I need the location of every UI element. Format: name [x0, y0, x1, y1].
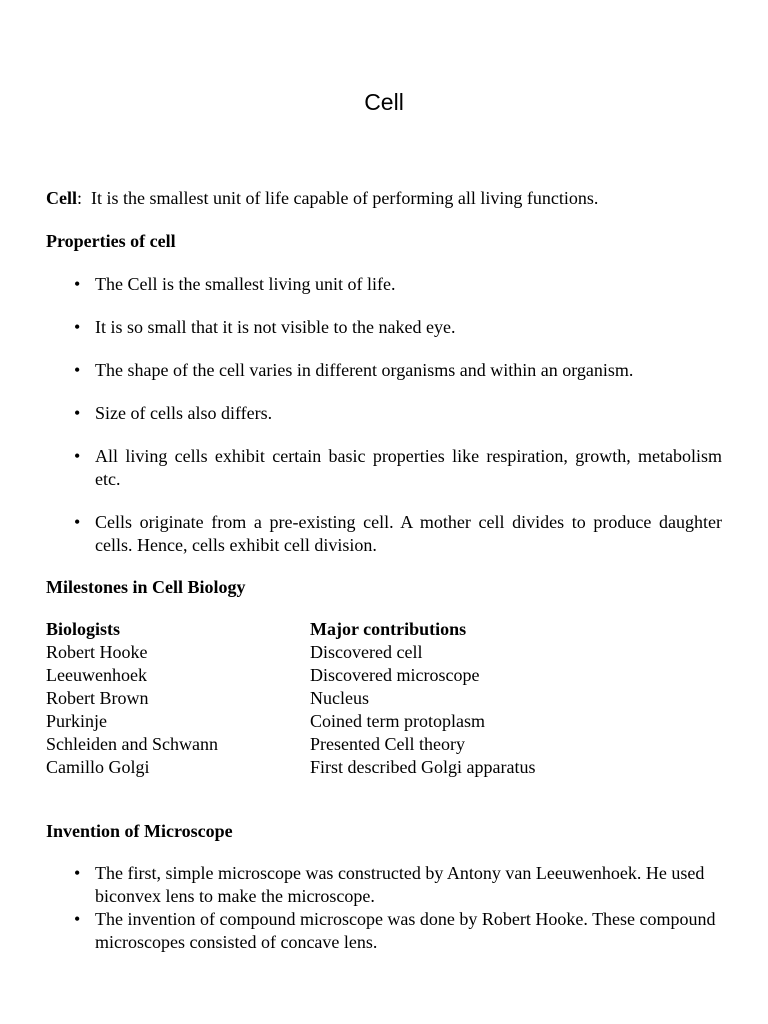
list-item: • The shape of the cell varies in different organisms and within an organism. [46, 359, 722, 382]
contribution-cell: Presented Cell theory [310, 734, 465, 754]
list-item: • Cells originate from a pre-existing cell. A mother cell divides to produce daughter cells. Hence, cells exhibit cell division. [46, 511, 722, 557]
definition-text: It is the smallest unit of life capable of performing all living functions. [91, 188, 599, 208]
biologist-cell: Robert Hooke [46, 642, 148, 662]
contribution-cell: Discovered microscope [310, 665, 480, 685]
properties-heading: Properties of cell [46, 231, 176, 251]
contribution-cell: Nucleus [310, 688, 369, 708]
contribution-cell: Discovered cell [310, 642, 423, 662]
table-row [46, 733, 722, 756]
contributions-header: Major contributions [310, 619, 467, 639]
table-row [46, 756, 722, 779]
biologist-cell: Camillo Golgi [46, 757, 150, 777]
invention-heading: Invention of Microscope [46, 821, 233, 841]
milestones-table [46, 618, 722, 779]
invention-list [46, 862, 722, 954]
table-row [46, 664, 722, 687]
biologist-cell: Schleiden and Schwann [46, 734, 218, 754]
biologist-cell: Leeuwenhoek [46, 665, 147, 685]
list-item: • The first, simple microscope was constructed by Antony van Leeuwenhoek. He used biconvex lens to make the microscope. [46, 862, 722, 908]
list-item: • It is so small that it is not visible to the naked eye. [46, 316, 722, 339]
list-item: • The invention of compound microscope was done by Robert Hooke. These compound microscopes consisted of concave lens. [46, 908, 722, 954]
cell-definition: Cell: It is the smallest unit of life capable of performing all living functions. [46, 188, 599, 208]
list-item: • Size of cells also differs. [46, 402, 722, 425]
table-header-row [46, 618, 722, 641]
table-row [46, 710, 722, 733]
list-item: • The Cell is the smallest living unit of life. [46, 273, 722, 296]
table-row [46, 687, 722, 710]
contribution-cell: Coined term protoplasm [310, 711, 485, 731]
contribution-cell: First described Golgi apparatus [310, 757, 536, 777]
definition-term: Cell [46, 188, 77, 208]
list-item: • All living cells exhibit certain basic properties like respiration, growth, metabolism etc. [46, 445, 722, 491]
biologists-header: Biologists [46, 619, 121, 639]
milestones-heading: Milestones in Cell Biology [46, 577, 246, 597]
page-title: Cell [364, 89, 404, 115]
biologist-cell: Robert Brown [46, 688, 149, 708]
table-row [46, 641, 722, 664]
biologist-cell: Purkinje [46, 711, 107, 731]
